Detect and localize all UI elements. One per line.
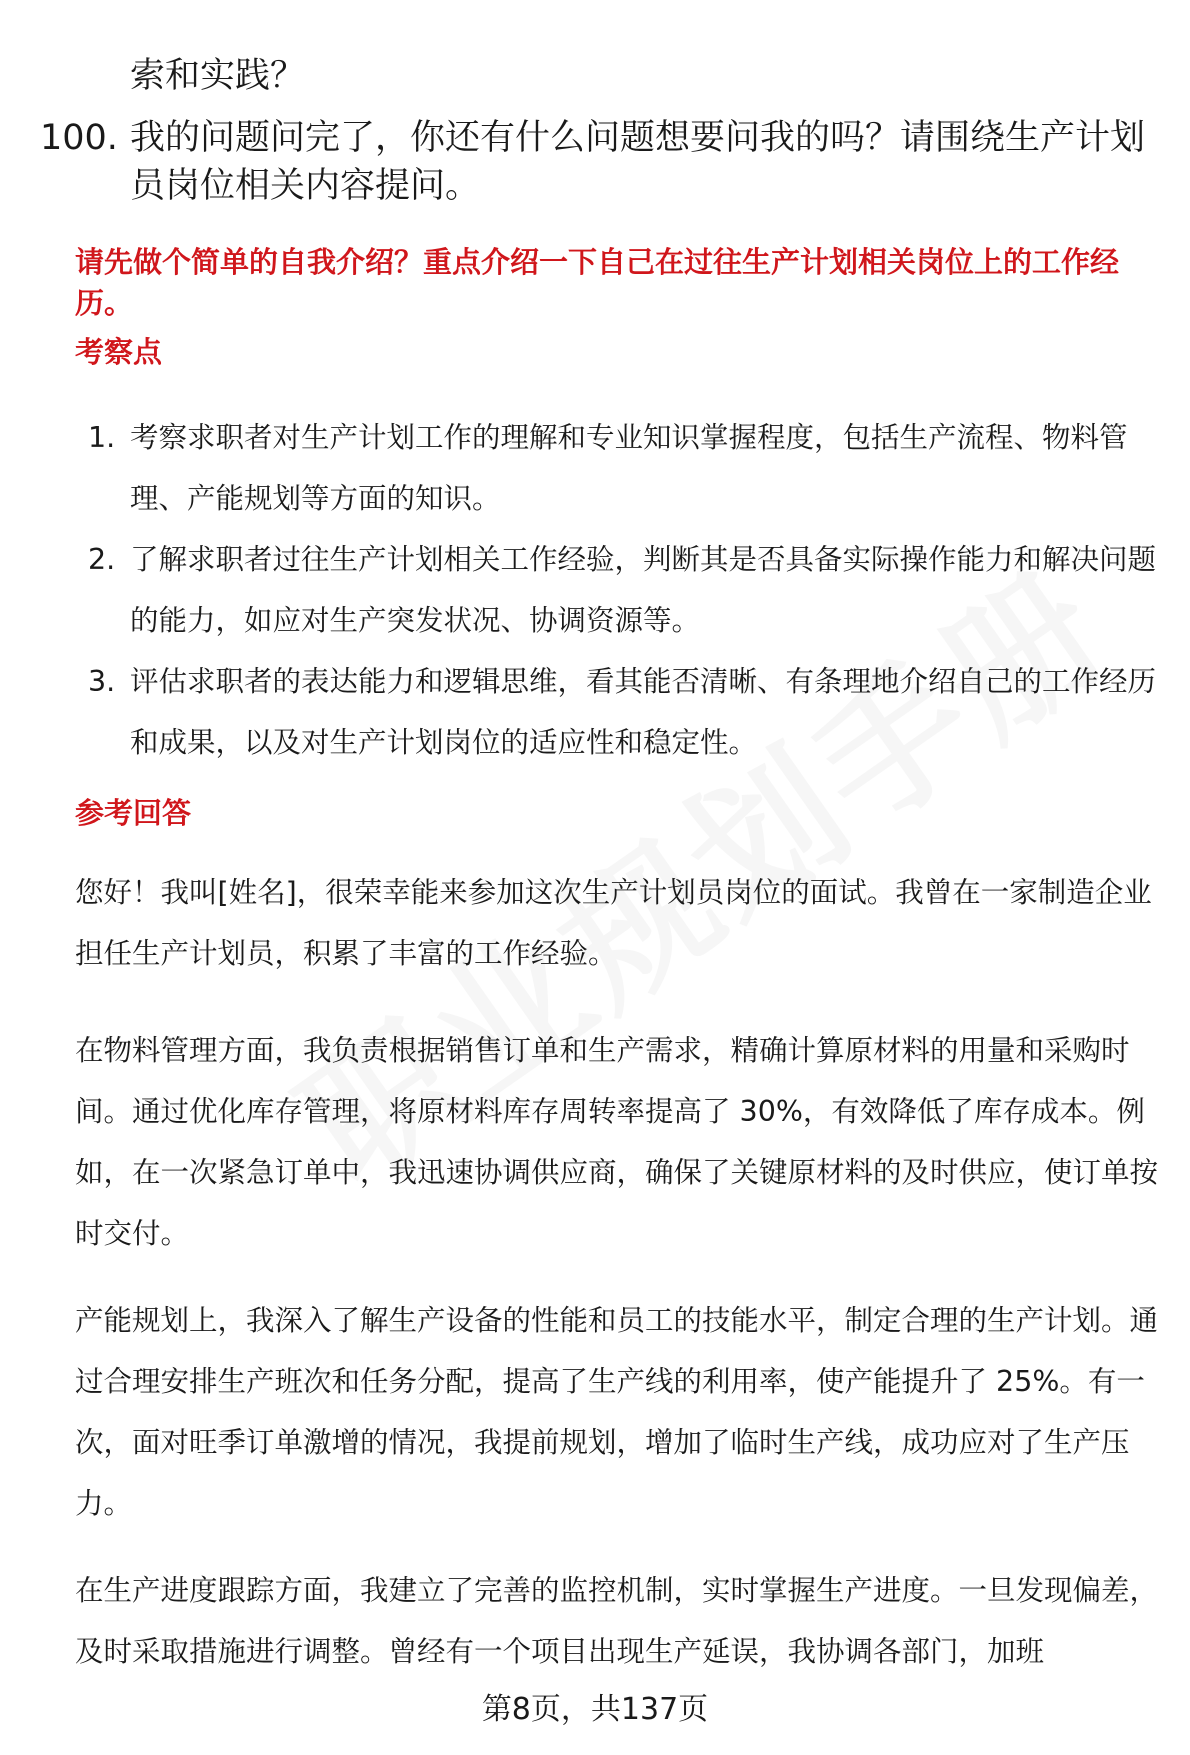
point-item xyxy=(88,529,1163,651)
question-text: 我的问题问完了，你还有什么问题想要问我的吗？请围绕生产计划员岗位相关内容提问。 xyxy=(130,118,1146,206)
question-title: 请先做个简单的自我介绍？重点介绍一下自己在过往生产计划相关岗位上的工作经历。 xyxy=(75,245,1120,320)
question-continuation: 索和实践？ xyxy=(130,56,306,96)
point-number: 1. xyxy=(88,421,116,454)
point-number: 2. xyxy=(88,543,116,576)
point-text: 考察求职者对生产计划工作的理解和专业知识掌握程度，包括生产流程、物料管理、产能规划等方面的知识。 xyxy=(130,421,1128,515)
question-100 xyxy=(40,114,1160,210)
points-list xyxy=(88,407,1163,773)
answer-paragraph: 在生产进度跟踪方面，我建立了完善的监控机制，实时掌握生产进度。一旦发现偏差，及时采取措施进行调整。曾经有一个项目出现生产延误，我协调各部门，加班 xyxy=(75,1574,1159,1668)
answer-heading: 参考回答 xyxy=(75,796,192,830)
point-item xyxy=(88,651,1163,773)
point-text: 评估求职者的表达能力和逻辑思维，看其能否清晰、有条理地介绍自己的工作经历和成果，以及对生产计划岗位的适应性和稳定性。 xyxy=(130,665,1157,759)
question-number: 100. xyxy=(40,118,118,158)
answer-paragraph: 您好！我叫[姓名]，很荣幸能来参加这次生产计划员岗位的面试。我曾在一家制造企业担任生产计划员，积累了丰富的工作经验。 xyxy=(75,876,1152,970)
answer-paragraph: 产能规划上，我深入了解生产设备的性能和员工的技能水平，制定合理的生产计划。通过合理安排生产班次和任务分配，提高了生产线的利用率，使产能提升了 25%。有一次，面对旺季订单激增的情况，我提前规划，增加了临时生产线，成功应对了生产压力。 xyxy=(75,1304,1159,1520)
point-item xyxy=(88,407,1163,529)
points-heading: 考察点 xyxy=(75,335,163,369)
page-footer: 第8页，共137页 xyxy=(481,1692,709,1727)
point-text: 了解求职者过往生产计划相关工作经验，判断其是否具备实际操作能力和解决问题的能力，如应对生产突发状况、协调资源等。 xyxy=(130,543,1157,637)
point-number: 3. xyxy=(88,665,116,698)
answer-paragraph: 在物料管理方面，我负责根据销售订单和生产需求，精确计算原材料的用量和采购时间。通过优化库存管理，将原材料库存周转率提高了 30%，有效降低了库存成本。例如，在一次紧急订单中，我迅速协调供应商，确保了关键原材料的及时供应，使订单按时交付。 xyxy=(75,1034,1159,1250)
